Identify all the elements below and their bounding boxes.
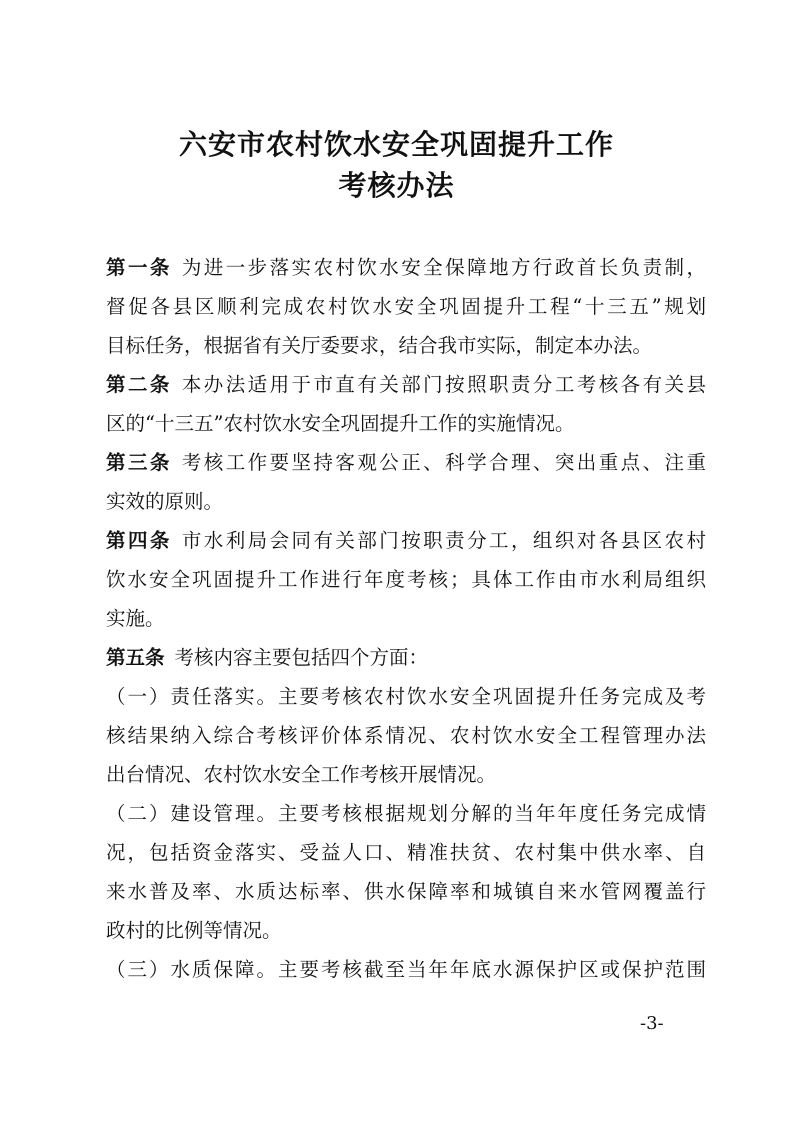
article-text: 为进一步落实农村饮水安全保障地方行政首长负责制， xyxy=(181,256,706,279)
article-3-line-1 xyxy=(106,448,706,478)
article-1-line-2: 督促各县区顺利完成农村饮水安全巩固提升工程“十三五”规划 xyxy=(106,295,706,318)
article-2-line-1 xyxy=(106,370,706,400)
article-4-line-1 xyxy=(106,526,706,556)
article-heading: 第一条 xyxy=(106,256,172,279)
item-2-line-2: 况，包括资金落实、受益人口、精准扶贫、农村集中供水率、自 xyxy=(106,841,706,864)
article-text: 考核内容主要包括四个方面： xyxy=(174,646,429,669)
article-4-line-2: 饮水安全巩固提升工作进行年度考核；具体工作由市水利局组织 xyxy=(106,568,706,591)
article-heading: 第四条 xyxy=(106,529,172,552)
article-heading: 第二条 xyxy=(106,373,172,396)
item-1-line-1: （一）责任落实。主要考核农村饮水安全巩固提升任务完成及考 xyxy=(106,685,706,708)
item-2-line-3: 来水普及率、水质达标率、供水保障率和城镇自来水管网覆盖行 xyxy=(106,880,706,903)
article-5-line-1 xyxy=(106,643,706,673)
article-heading: 第三条 xyxy=(106,451,172,474)
article-text: 本办法适用于市直有关部门按照职责分工考核各有关县 xyxy=(181,373,706,396)
page-number: -3- xyxy=(640,1013,664,1034)
item-2-line-4: 政村的比例等情况。 xyxy=(106,919,282,942)
article-3-line-2: 实效的原则。 xyxy=(106,490,224,513)
article-text: 考核工作要坚持客观公正、科学合理、突出重点、注重 xyxy=(181,451,706,474)
item-1-line-2: 核结果纳入综合考核评价体系情况、农村饮水安全工程管理办法 xyxy=(106,724,706,747)
item-3-line-1: （三）水质保障。主要考核截至当年年底水源保护区或保护范围 xyxy=(106,958,706,981)
article-text: 市水利局会同有关部门按职责分工，组织对各县区农村 xyxy=(181,529,706,552)
article-1-line-1 xyxy=(106,253,706,283)
article-heading: 第五条 xyxy=(106,646,165,669)
article-4-line-3: 实施。 xyxy=(106,607,165,630)
article-2-line-2: 区的“十三五”农村饮水安全巩固提升工作的实施情况。 xyxy=(106,412,575,435)
title-line-1: 六安市农村饮水安全巩固提升工作 xyxy=(178,128,614,161)
item-1-line-3: 出台情况、农村饮水安全工作考核开展情况。 xyxy=(106,763,497,786)
item-2-line-1: （二）建设管理。主要考核根据规划分解的当年年度任务完成情 xyxy=(106,802,706,825)
article-1-line-3: 目标任务，根据省有关厅委要求，结合我市实际，制定本办法。 xyxy=(106,334,653,357)
title-line-2: 考核办法 xyxy=(338,169,455,202)
